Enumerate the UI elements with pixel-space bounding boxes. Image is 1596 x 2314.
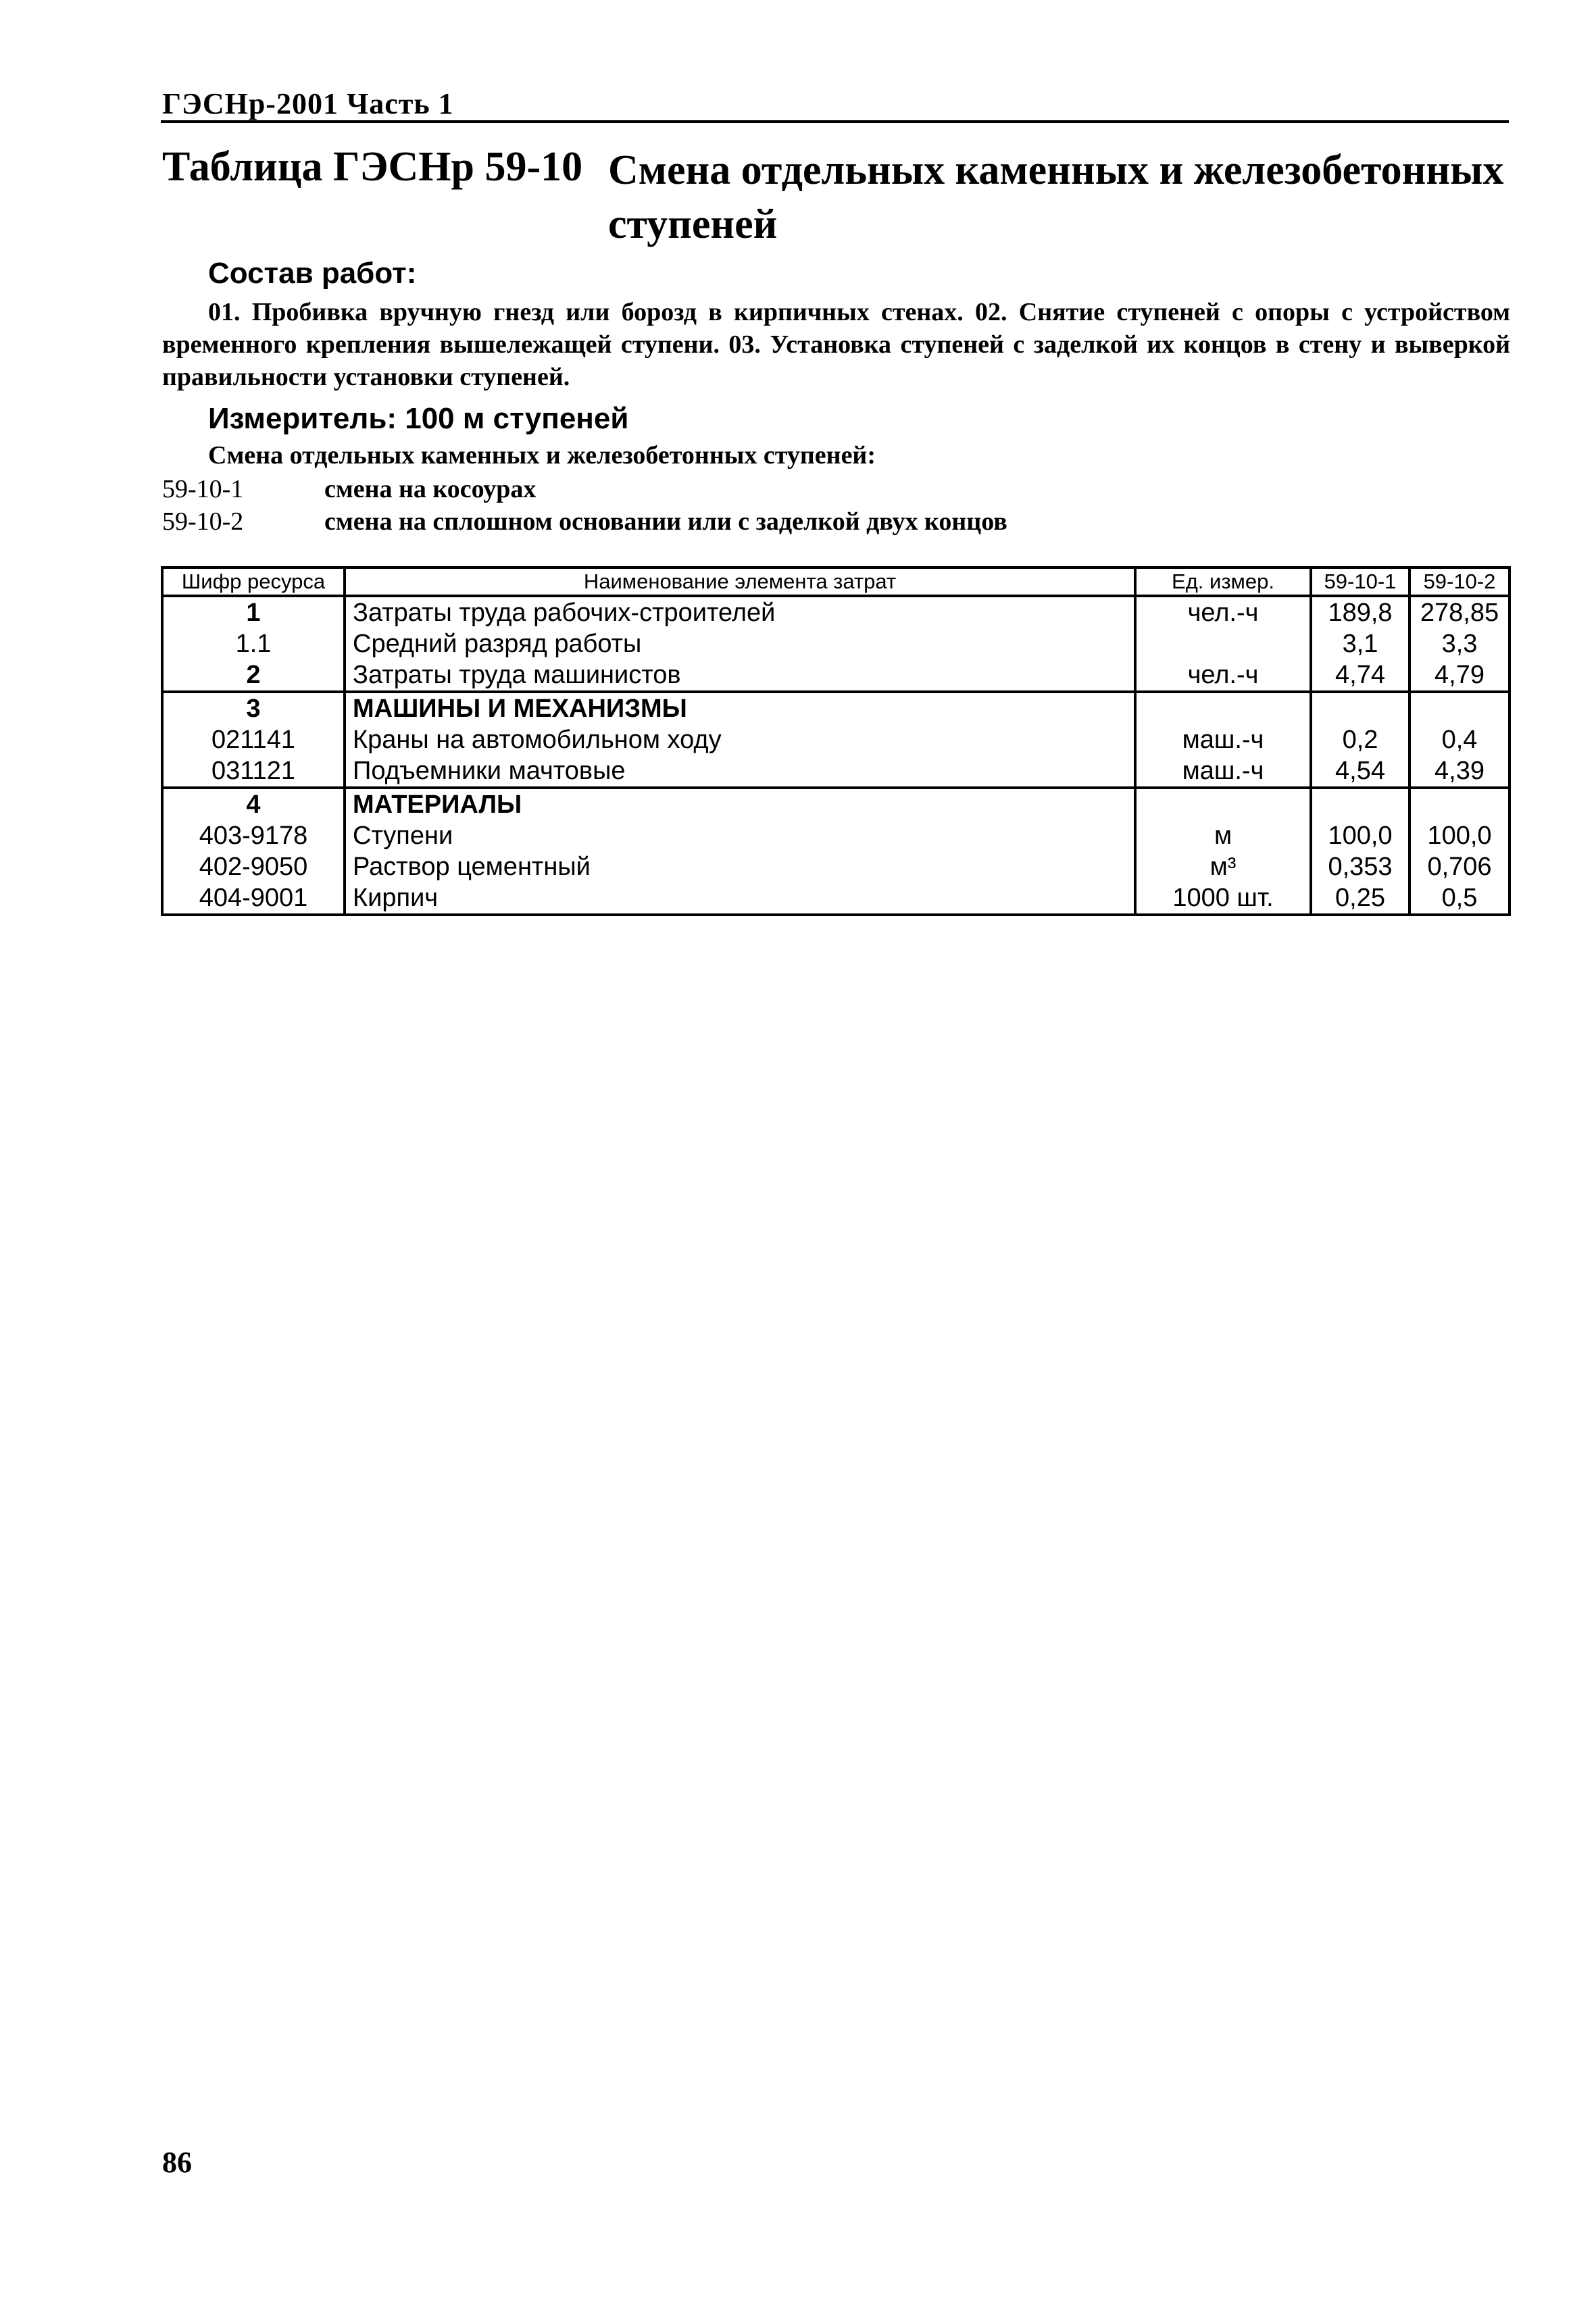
page-number: 86 (162, 2146, 192, 2179)
resource-table (161, 566, 1511, 916)
table-row (162, 788, 1510, 820)
cell-value-59-10-2: 0,4 (1410, 724, 1510, 755)
cell-value-59-10-2: 278,85 (1410, 596, 1510, 628)
cell-value-59-10-2: 4,79 (1410, 659, 1510, 692)
cell-value-59-10-2: 100,0 (1410, 820, 1510, 851)
cell-name: Подъемники мачтовые (345, 755, 1135, 788)
cell-value-59-10-1 (1311, 788, 1410, 820)
cell-value-59-10-2: 0,5 (1410, 882, 1510, 915)
cell-value-59-10-1: 4,54 (1311, 755, 1410, 788)
variant-text: смена на косоурах (324, 475, 537, 503)
cell-value-59-10-1: 0,25 (1311, 882, 1410, 915)
variant-row (162, 474, 536, 504)
cell-code: 404-9001 (162, 882, 345, 915)
cell-value-59-10-1: 0,353 (1311, 851, 1410, 882)
header-col-59-10-1: 59-10-1 (1311, 568, 1410, 596)
header-code: Шифр ресурса (162, 568, 345, 596)
cell-value-59-10-1: 0,2 (1311, 724, 1410, 755)
cell-name: МАШИНЫ И МЕХАНИЗМЫ (345, 692, 1135, 724)
cell-value-59-10-2: 0,706 (1410, 851, 1510, 882)
table-title-label: Таблица ГЭСНр 59-10 (162, 144, 583, 190)
header-name: Наименование элемента затрат (345, 568, 1135, 596)
running-head: ГЭСНр-2001 Часть 1 (162, 87, 454, 120)
table-row (162, 596, 1510, 628)
table-row (162, 724, 1510, 755)
cell-code: 4 (162, 788, 345, 820)
header-unit: Ед. измер. (1135, 568, 1311, 596)
table-row (162, 628, 1510, 659)
cell-unit: м³ (1135, 851, 1311, 882)
cell-value-59-10-1: 4,74 (1311, 659, 1410, 692)
cell-value-59-10-2: 3,3 (1410, 628, 1510, 659)
cell-unit: маш.-ч (1135, 755, 1311, 788)
table-title-text: Смена отдельных каменных и железобетонных ступеней (608, 147, 1504, 247)
table-row (162, 692, 1510, 724)
intro-line: Смена отдельных каменных и железобетонных ступеней: (208, 441, 876, 470)
cell-name: Ступени (345, 820, 1135, 851)
cell-name: Раствор цементный (345, 851, 1135, 882)
table-row (162, 659, 1510, 692)
cell-code: 2 (162, 659, 345, 692)
cell-code: 031121 (162, 755, 345, 788)
variant-code: 59-10-2 (162, 507, 244, 536)
cell-code: 403-9178 (162, 820, 345, 851)
header-rule (161, 120, 1509, 123)
cell-unit: чел.-ч (1135, 659, 1311, 692)
cell-name: МАТЕРИАЛЫ (345, 788, 1135, 820)
cell-unit: м (1135, 820, 1311, 851)
table-row (162, 851, 1510, 882)
table-row (162, 755, 1510, 788)
cell-value-59-10-2 (1410, 692, 1510, 724)
cell-code: 1.1 (162, 628, 345, 659)
cell-unit: маш.-ч (1135, 724, 1311, 755)
cell-name: Кирпич (345, 882, 1135, 915)
cell-code: 402-9050 (162, 851, 345, 882)
cell-name: Затраты труда рабочих-строителей (345, 596, 1135, 628)
cell-name: Затраты труда машинистов (345, 659, 1135, 692)
table-row (162, 882, 1510, 915)
cell-code: 021141 (162, 724, 345, 755)
cell-value-59-10-2: 4,39 (1410, 755, 1510, 788)
cell-name: Краны на автомобильном ходу (345, 724, 1135, 755)
cell-value-59-10-1: 3,1 (1311, 628, 1410, 659)
composition-text: 01. Пробивка вручную гнезд или борозд в кирпичных стенах. 02. Снятие ступеней с опоры с устройством временного крепления вышележащей ступени. 03. Установка ступеней с заделкой их концов в стену и выверкой правильности установки ступеней. (162, 298, 1510, 391)
variant-row (162, 507, 1007, 536)
cell-code: 3 (162, 692, 345, 724)
table-row (162, 820, 1510, 851)
cell-value-59-10-1: 189,8 (1311, 596, 1410, 628)
cell-unit (1135, 628, 1311, 659)
cell-name: Средний разряд работы (345, 628, 1135, 659)
meter-heading: Измеритель: 100 м ступеней (208, 402, 629, 435)
variant-text: смена на сплошном основании или с заделкой двух концов (324, 507, 1007, 536)
cell-value-59-10-1 (1311, 692, 1410, 724)
cell-unit (1135, 788, 1311, 820)
cell-value-59-10-2 (1410, 788, 1510, 820)
variant-code: 59-10-1 (162, 475, 244, 503)
header-col-59-10-2: 59-10-2 (1410, 568, 1510, 596)
cell-unit (1135, 692, 1311, 724)
cell-unit: чел.-ч (1135, 596, 1311, 628)
table-header-row (162, 568, 1510, 596)
cell-unit: 1000 шт. (1135, 882, 1311, 915)
cell-value-59-10-1: 100,0 (1311, 820, 1410, 851)
cell-code: 1 (162, 596, 345, 628)
composition-heading: Состав работ: (208, 257, 417, 290)
